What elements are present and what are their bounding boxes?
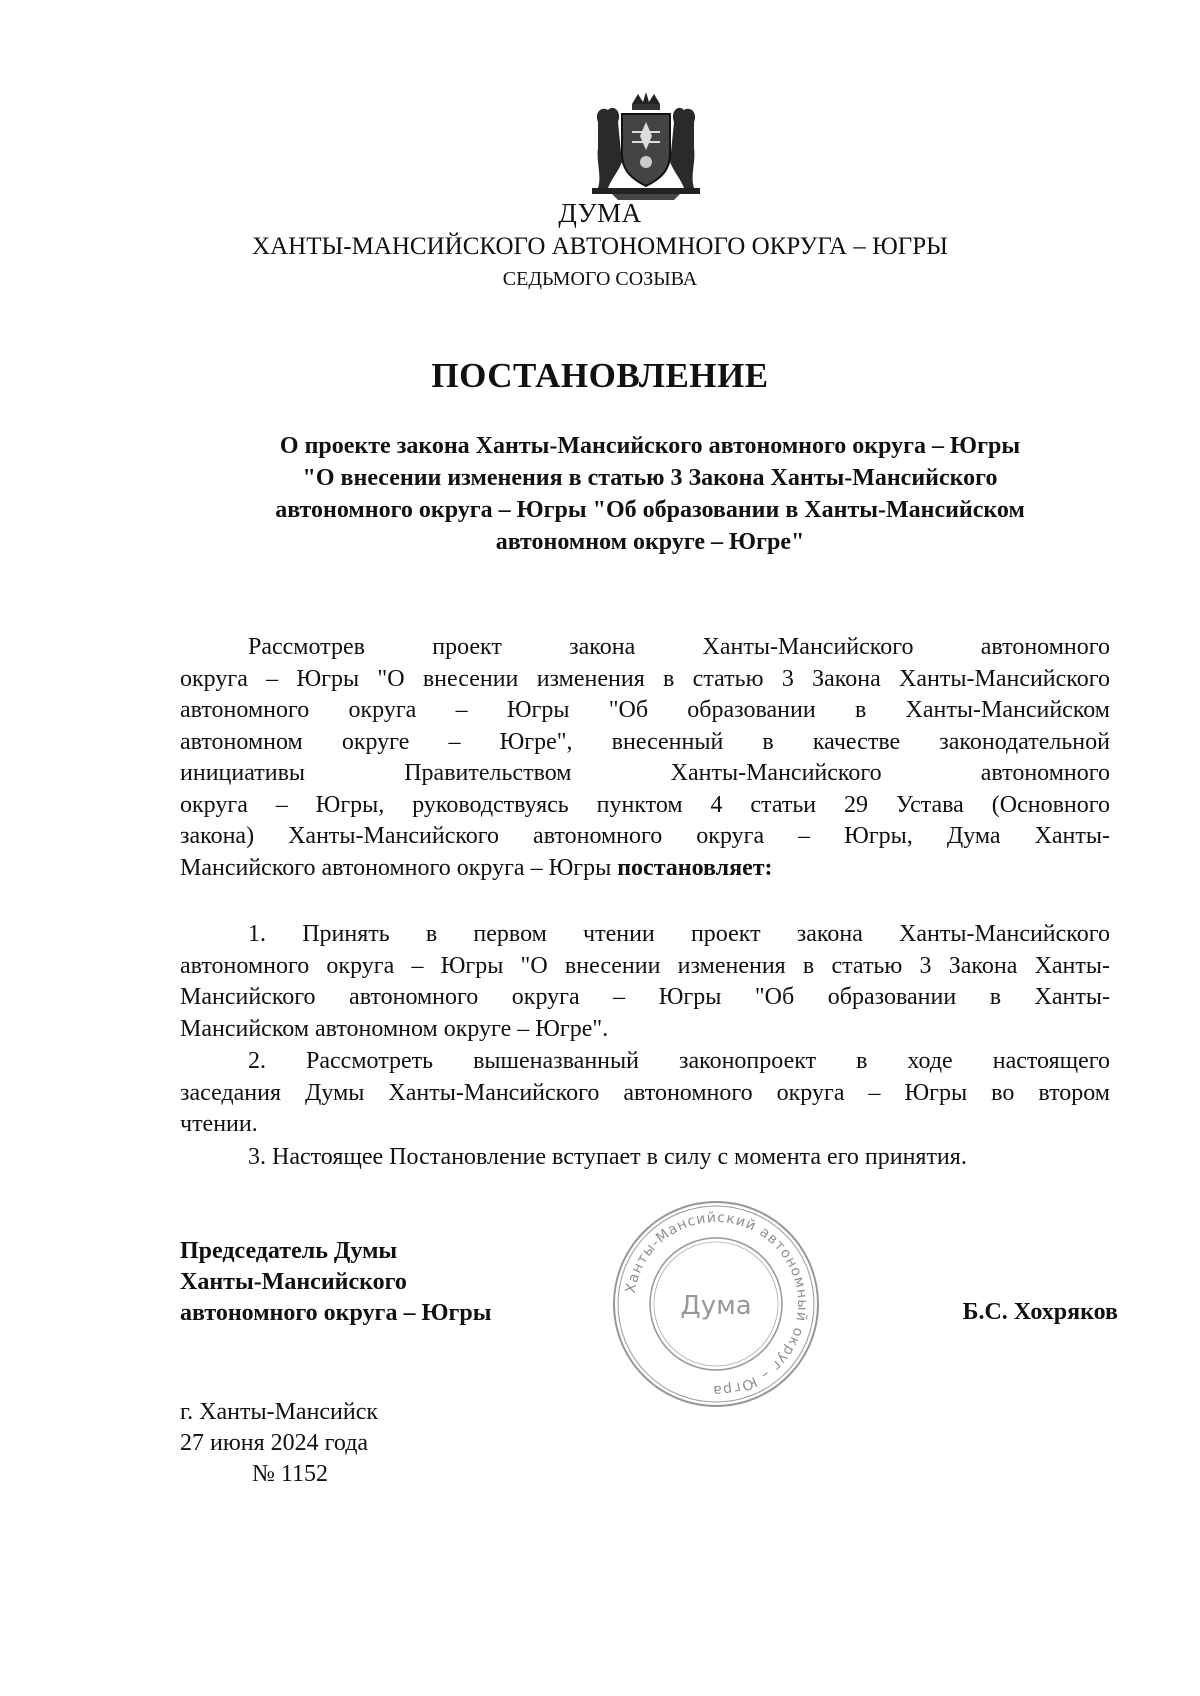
document-footer <box>180 1397 378 1490</box>
text-line: автономного округа – Югры "Об образовании в Ханты-Мансийском <box>180 697 1110 723</box>
signer-name: Б.С. Хохряков <box>962 1299 1118 1325</box>
coat-of-arms-icon <box>588 92 704 200</box>
subject-line: автономного округа – Югры "Об образовании в Ханты-Мансийском <box>275 497 1025 523</box>
signer-position-line: автономного округа – Югры <box>180 1300 492 1326</box>
text-line: чтении. <box>180 1111 258 1137</box>
document-number: № 1152 <box>252 1461 329 1487</box>
subject-line: автономном округе – Югре" <box>495 529 805 555</box>
text-line <box>180 853 1110 885</box>
document-date: 27 июня 2024 года <box>180 1430 369 1456</box>
signer-position-line: Председатель Думы <box>180 1238 398 1264</box>
text-line: инициативы Правительством Ханты-Мансийского автономного <box>180 760 1110 786</box>
resolves-word: постановляет: <box>617 854 773 881</box>
subject-line: О проекте закона Ханты-Мансийского автономного округа – Югры <box>279 433 1021 459</box>
resolution-item-2 <box>180 1046 1110 1141</box>
text-line: закона) Ханты-Мансийского автономного округа – Югры, Дума Ханты- <box>180 823 1110 849</box>
text-line: 1. Принять в первом чтении проект закона Ханты-Мансийского <box>248 921 1110 947</box>
region-name: ХАНТЫ-МАНСИЙСКОГО АВТОНОМНОГО ОКРУГА – ЮГРЫ <box>252 233 948 260</box>
seal-center-text: Дума <box>680 1291 752 1321</box>
text-fragment: Мансийского автономного округа – Югры <box>180 854 612 881</box>
place-of-issue: г. Ханты-Мансийск <box>180 1399 379 1425</box>
text-line: Мансийского автономного округа – Югры "Об образовании в Ханты- <box>180 984 1110 1010</box>
document-subject <box>200 430 1100 558</box>
official-seal-stamp <box>610 1198 822 1410</box>
text-line: 2. Рассмотреть вышеназванный законопроект в ходе настоящего <box>248 1048 1110 1074</box>
text-line: округа – Югры, руководствуясь пунктом 4 статьи 29 Устава (Основного <box>180 791 1110 818</box>
seal-ring-text: Ханты-Мансийский автономный округ – Югра <box>622 1209 811 1399</box>
text-line: Мансийском автономном округе – Югре". <box>180 1015 609 1042</box>
text-line: 3. Настоящее Постановление вступает в силу с момента его принятия. <box>248 1144 967 1170</box>
organization-name: ДУМА <box>558 198 642 228</box>
convocation: СЕДЬМОГО СОЗЫВА <box>502 268 698 290</box>
signer-position <box>180 1236 491 1329</box>
text-line: автономного округа – Югры "О внесении изменения в статью 3 Закона Ханты- <box>180 952 1110 979</box>
text-line: округа – Югры "О внесении изменения в статью 3 Закона Ханты-Мансийского <box>180 665 1110 692</box>
text-line: Рассмотрев проект закона Ханты-Мансийского автономного <box>248 634 1110 660</box>
text-line: автономном округе – Югре", внесенный в качестве законодательной <box>180 728 1110 755</box>
subject-line: "О внесении изменения в статью 3 Закона Ханты-Мансийского <box>302 465 998 491</box>
signer-position-line: Ханты-Мансийского <box>180 1269 407 1295</box>
resolution-item-3 <box>180 1142 1110 1174</box>
resolution-item-1 <box>180 919 1110 1045</box>
document-title: ПОСТАНОВЛЕНИЕ <box>431 356 769 395</box>
preamble-paragraph <box>180 632 1110 884</box>
text-line: заседания Думы Ханты-Мансийского автономного округа – Югры во втором <box>180 1079 1110 1106</box>
